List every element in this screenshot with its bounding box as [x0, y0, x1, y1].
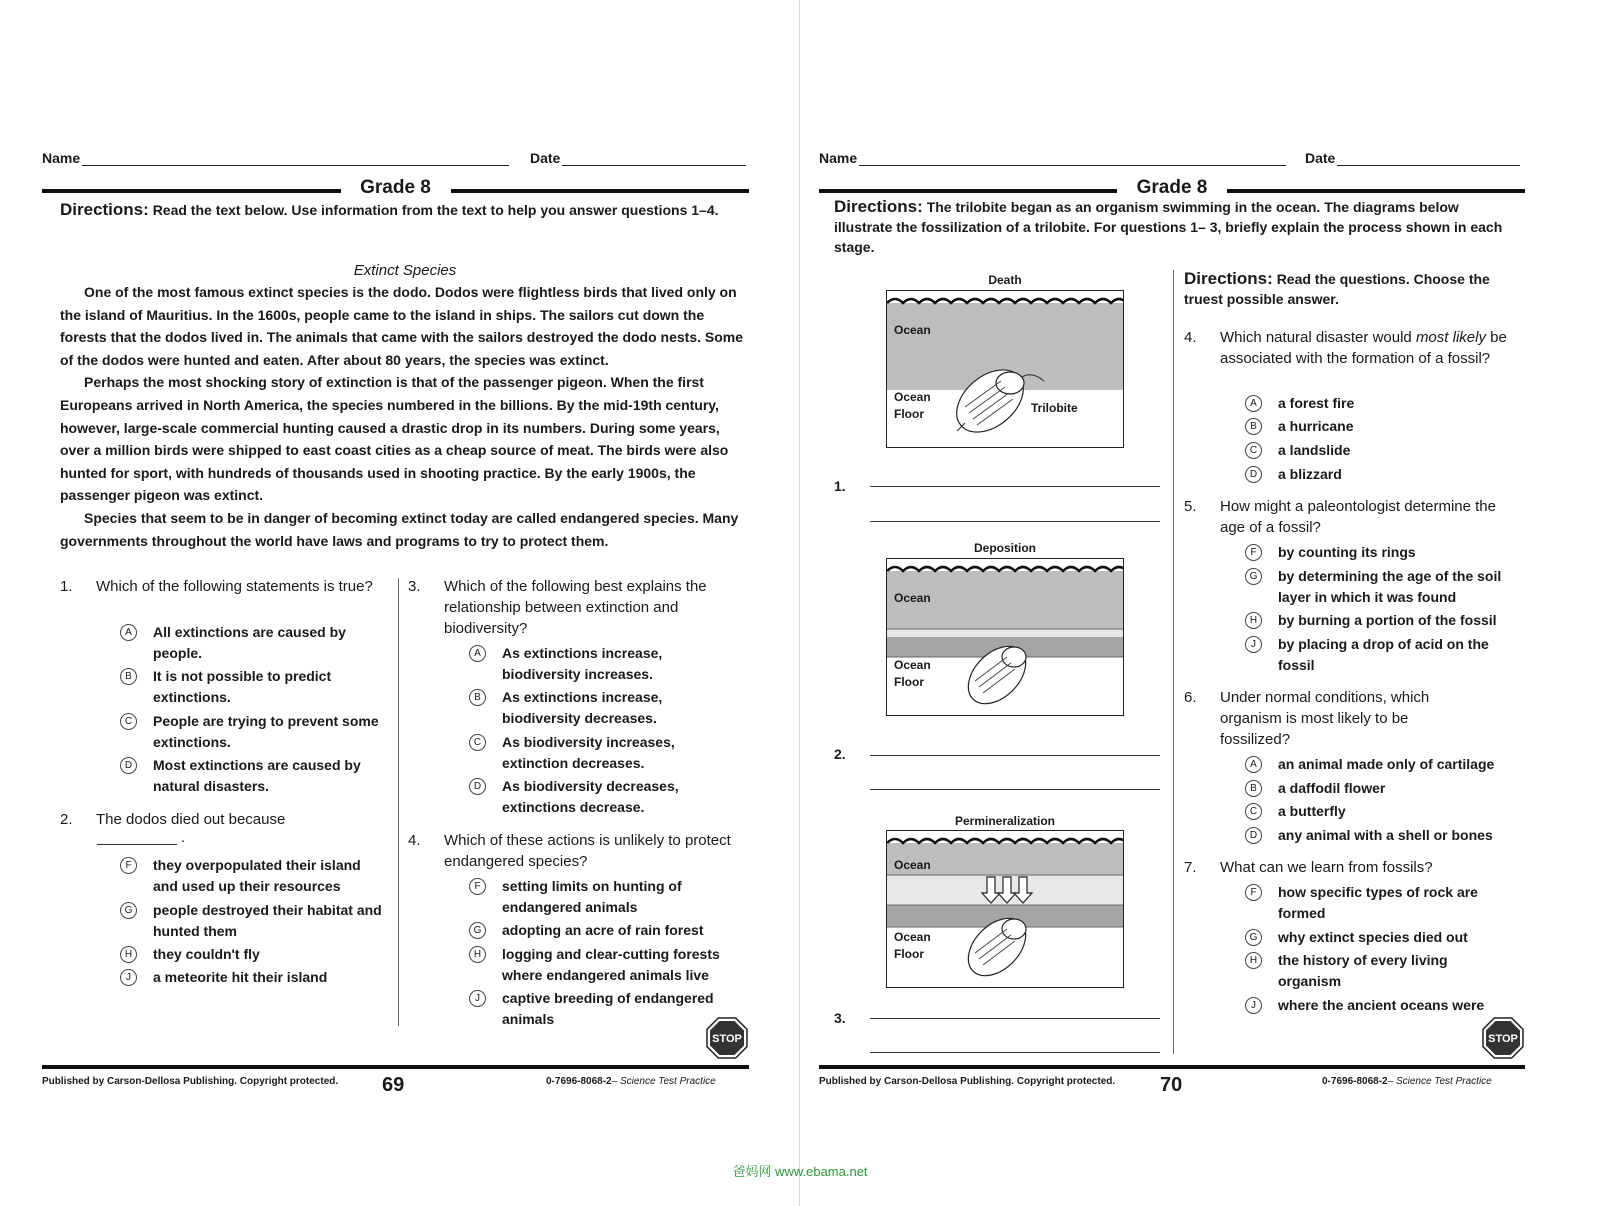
answer-line[interactable]	[870, 521, 1160, 522]
answer-bubble[interactable]: F	[120, 857, 137, 874]
answer-text: It is not possible to predict extinctions.	[153, 668, 332, 705]
question-number: 4.	[408, 832, 421, 849]
answer-bubble[interactable]: B	[1245, 780, 1262, 797]
directions-questions	[1184, 269, 1514, 309]
directions-text: Read the questions. Choose the truest possible answer.	[1184, 271, 1490, 307]
question-text-part: be associated with the formation of a fossil?	[1220, 329, 1507, 367]
answer-text: As extinctions increase, biodiversity increases.	[502, 645, 663, 682]
isbn: 0-7696-8068-2	[546, 1076, 612, 1087]
answer-bubble[interactable]: H	[120, 946, 137, 963]
question-text: Which of these actions is unlikely to protect endangered species?	[444, 832, 731, 870]
answer-text: As biodiversity increases, extinction decreases.	[502, 734, 675, 771]
answer-text: logging and clear-cutting forests where endangered animals live	[502, 946, 720, 983]
answer-line[interactable]	[870, 1018, 1160, 1019]
diagram-permineralization	[886, 830, 1124, 988]
answer-text: adopting an acre of rain forest	[502, 922, 704, 938]
date-label: Date	[1305, 150, 1336, 166]
answer-text: As biodiversity decreases, extinctions decrease.	[502, 778, 679, 815]
diagram-death	[886, 290, 1124, 448]
answer-text: a landslide	[1278, 442, 1351, 458]
question-text: Under normal conditions, which organism is most likely to be fossilized?	[1220, 689, 1430, 748]
answer-bubble[interactable]: G	[1245, 568, 1262, 585]
ocean-floor-label: Floor	[894, 947, 924, 961]
answer-text: a butterfly	[1278, 803, 1346, 819]
directions-lead: Directions:	[60, 200, 149, 219]
answer-line[interactable]	[870, 755, 1160, 756]
ocean-floor-label: Ocean	[894, 390, 931, 404]
ocean-label: Ocean	[894, 591, 931, 605]
answer-text: captive breeding of endangered animals	[502, 990, 714, 1027]
answer-line[interactable]	[870, 1052, 1160, 1053]
question-number: 3.	[408, 578, 421, 595]
question-number: 2.	[60, 811, 73, 828]
answer-text: by burning a portion of the fossil	[1278, 612, 1497, 628]
directions-text: Read the text below. Use information from the text to help you answer questions 1–4.	[152, 202, 719, 218]
question-text-part: Which natural disaster would	[1220, 329, 1416, 346]
answer-bubble[interactable]: H	[1245, 952, 1262, 969]
answer-number: 1.	[834, 478, 846, 494]
grade-label: Grade 8	[1136, 177, 1208, 198]
answer-text: people destroyed their habitat and hunted them	[153, 902, 382, 939]
answer-bubble[interactable]: G	[120, 902, 137, 919]
copyright-text: Published by Carson-Dellosa Publishing. Copyright protected.	[819, 1076, 1116, 1087]
diagram-title-permineralization: Permineralization	[954, 814, 1056, 828]
answer-bubble[interactable]: F	[1245, 544, 1262, 561]
answer-text: People are trying to prevent some extinctions.	[153, 713, 379, 750]
copyright-text: Published by Carson-Dellosa Publishing. Copyright protected.	[42, 1076, 339, 1087]
answer-bubble[interactable]: C	[469, 734, 486, 751]
question-number: 7.	[1184, 859, 1197, 876]
answer-text: they overpopulated their island and used up their resources	[153, 857, 361, 894]
question-number: 6.	[1184, 689, 1197, 706]
answer-text: where the ancient oceans were	[1278, 997, 1485, 1013]
directions	[834, 197, 1514, 257]
answer-text: a blizzard	[1278, 466, 1342, 482]
date-field[interactable]	[1305, 150, 1520, 166]
story-paragraph: One of the most famous extinct species is the dodo. Dodos were flightless birds that lived only on the island of Mauritius. In the 1600s, people came to the island in ships. The sailors cut down the forests that the dodos lived in. The animals that came with the sailors destroyed the dodo nests. Some of the dodos were hunted and eaten. After about 80 years, the species was extinct.	[60, 284, 744, 368]
answer-text: a forest fire	[1278, 395, 1355, 411]
answer-bubble[interactable]: H	[469, 946, 486, 963]
answer-text: by determining the age of the soil layer in which it was found	[1278, 568, 1502, 605]
answer-bubble[interactable]: A	[1245, 756, 1262, 773]
ocean-label: Ocean	[894, 858, 931, 872]
answer-bubble[interactable]: D	[469, 778, 486, 795]
answer-text: why extinct species died out	[1278, 929, 1468, 945]
answer-bubble[interactable]: J	[120, 969, 137, 986]
grade-rule-right	[1227, 189, 1525, 193]
diagram-title-death: Death	[988, 273, 1022, 287]
answer-text: All extinctions are caused by people.	[153, 624, 346, 661]
answer-bubble[interactable]: A	[1245, 395, 1262, 412]
answer-text: any animal with a shell or bones	[1278, 827, 1493, 843]
answer-bubble[interactable]: D	[1245, 466, 1262, 483]
answer-text: a meteorite hit their island	[153, 969, 328, 985]
answer-text: Most extinctions are caused by natural disasters.	[153, 757, 361, 794]
answer-text: the history of every living organism	[1278, 952, 1448, 989]
ocean-floor-label: Floor	[894, 407, 924, 421]
question-text: Which of the following best explains the relationship between extinction and biodiversity?	[444, 578, 707, 637]
answer-text: by placing a drop of acid on the fossil	[1278, 636, 1489, 673]
question-text: What can we learn from fossils?	[1220, 859, 1433, 876]
answer-bubble[interactable]: F	[1245, 884, 1262, 901]
watermark: 爸妈网 www.ebama.net	[732, 1164, 868, 1179]
answer-text: how specific types of rock are formed	[1278, 884, 1478, 921]
question-text: How might a paleontologist determine the age of a fossil?	[1220, 498, 1496, 536]
answer-bubble[interactable]: B	[469, 689, 486, 706]
diagram-death-art	[887, 291, 1124, 448]
answer-line[interactable]	[870, 486, 1160, 487]
isbn-series	[1322, 1076, 1492, 1087]
stop-label: STOP	[712, 1033, 742, 1045]
answer-bubble[interactable]: C	[1245, 803, 1262, 820]
series-title: – Science Test Practice	[611, 1076, 716, 1087]
stop-sign-icon	[1482, 1017, 1524, 1059]
answer-text: they couldn't fly	[153, 946, 260, 962]
answer-bubble[interactable]: A	[120, 624, 137, 641]
diagram-deposition-art	[887, 559, 1124, 716]
series-title: – Science Test Practice	[1387, 1076, 1492, 1087]
question-emphasis: most likely	[1415, 329, 1486, 346]
page-number: 70	[1160, 1074, 1183, 1096]
answer-bubble[interactable]: B	[120, 668, 137, 685]
grade-label: Grade 8	[360, 177, 431, 198]
name-label: Name	[42, 150, 81, 166]
name-line[interactable]	[859, 152, 1286, 166]
stop-label: STOP	[1488, 1033, 1518, 1045]
answer-line[interactable]	[870, 789, 1160, 790]
answer-bubble[interactable]: J	[1245, 636, 1262, 653]
answer-text: setting limits on hunting of endangered animals	[502, 878, 682, 915]
date-line[interactable]	[1337, 152, 1520, 166]
grade-bar	[819, 177, 1525, 197]
question-text: Which of the following statements is true?	[96, 578, 373, 595]
trilobite-label: Trilobite	[1031, 401, 1078, 415]
answer-text: As extinctions increase, biodiversity decreases.	[502, 689, 663, 726]
ocean-floor-label: Floor	[894, 675, 924, 689]
directions-lead: Directions:	[834, 197, 923, 216]
answer-bubble[interactable]: C	[1245, 442, 1262, 459]
isbn: 0-7696-8068-2	[1322, 1076, 1388, 1087]
question-number: 5.	[1184, 498, 1197, 515]
footer-rule	[819, 1065, 1525, 1069]
blank-period: .	[181, 829, 186, 846]
down-arrow-icon	[982, 877, 1032, 903]
story-title: Extinct Species	[353, 262, 457, 279]
answer-bubble[interactable]: A	[469, 645, 486, 662]
answer-number: 3.	[834, 1010, 846, 1026]
answer-bubble[interactable]: C	[120, 713, 137, 730]
diagram-permineralization-art	[887, 831, 1124, 988]
story-paragraph: Perhaps the most shocking story of extinction is that of the passenger pigeon. When the first Europeans arrived in North America, the species numbered in the billions. By the mid-19th century, however, large-scale commercial hunting caused a drastic drop in its numbers. During some years, over a million birds were shipped to east coast cities as a cheap source of meat. The birds were also hunted for sport, with hundreds of thousands used in shooting practice. By the early 1900s, the passenger pigeon was extinct.	[60, 374, 729, 504]
question-number: 1.	[60, 578, 73, 595]
answer-bubble[interactable]: F	[469, 878, 486, 895]
directions-lead: Directions:	[1184, 269, 1273, 288]
name-field[interactable]	[819, 150, 1286, 166]
answer-bubble[interactable]: G	[469, 922, 486, 939]
directions-text: The trilobite began as an organism swimming in the ocean. The diagrams below illustrate the fossilization of a trilobite. For questions 1– 3, briefly explain the process shown in each stage.	[834, 199, 1503, 255]
answer-bubble[interactable]: D	[120, 757, 137, 774]
answer-bubble[interactable]: J	[1245, 997, 1262, 1014]
answer-text: by counting its rings	[1278, 544, 1416, 560]
answer-bubble[interactable]: H	[1245, 612, 1262, 629]
diagram-deposition	[886, 558, 1124, 716]
answer-text: an animal made only of cartilage	[1278, 756, 1495, 772]
story-paragraph: Species that seem to be in danger of becoming extinct today are called endangered species. Many governments throughout the world have laws and programs to try to protect them.	[60, 509, 739, 549]
answer-text: a daffodil flower	[1278, 780, 1386, 796]
date-label: Date	[530, 150, 561, 166]
question-text	[1220, 327, 1514, 369]
ocean-floor-label: Ocean	[894, 930, 931, 944]
answer-bubble[interactable]: B	[1245, 418, 1262, 435]
ocean-label: Ocean	[894, 323, 931, 337]
ocean-floor-label: Ocean	[894, 658, 931, 672]
column-divider	[1173, 270, 1174, 1054]
question-number: 4.	[1184, 329, 1197, 346]
answer-bubble[interactable]: J	[469, 990, 486, 1007]
page-number: 69	[382, 1074, 405, 1096]
question-text: The dodos died out because	[96, 811, 286, 828]
diagram-title-deposition: Deposition	[974, 541, 1036, 555]
answer-number: 2.	[834, 746, 846, 762]
name-label: Name	[819, 150, 858, 166]
answer-text: a hurricane	[1278, 418, 1354, 434]
answer-bubble[interactable]: G	[1245, 929, 1262, 946]
answer-bubble[interactable]: D	[1245, 827, 1262, 844]
